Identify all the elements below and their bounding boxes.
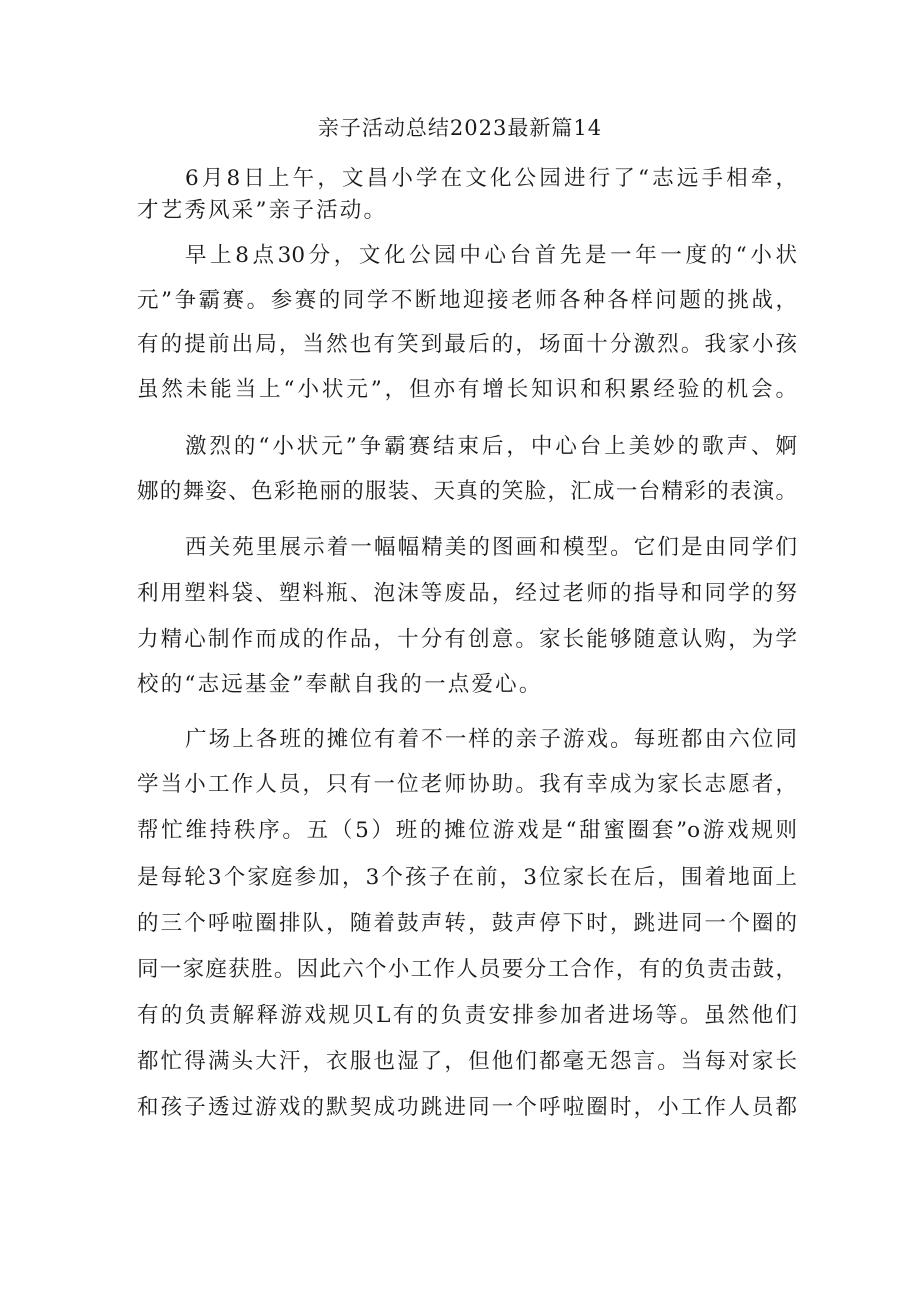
paragraph-line: 同一家庭获胜。因此六个小工作人员要分工合作，有的负责击鼓，: [137, 957, 797, 982]
paragraph-line: 校的“志远基金”奉献自我的一点爱心。: [137, 672, 543, 697]
paragraph-line: 广场上各班的摊位有着不一样的亲子游戏。每班都由六位同: [185, 727, 797, 752]
paragraph-line: 和孩子透过游戏的默契成功跳进同一个呼啦圈时，小工作人员都: [137, 1095, 797, 1120]
paragraph-line: 帮忙维持秩序。五（5）班的摊位游戏是“甜蜜圈套”o游戏规则: [137, 818, 797, 843]
paragraph-line: 才艺秀风采”亲子活动。: [137, 198, 388, 223]
paragraph-line: 虽然未能当上“小状元”，但亦有增长知识和积累经验的机会。: [137, 377, 797, 402]
paragraph-line: 激烈的“小状元”争霸赛结束后，中心台上美妙的歌声、婀: [185, 434, 797, 459]
paragraph-line: 元”争霸赛。参赛的同学不断地迎接老师各种各样问题的挑战，: [137, 288, 797, 313]
paragraph-line: 有的负责解释游戏规贝L有的负责安排参加者进场等。虽然他们: [137, 1003, 797, 1028]
paragraph-line: 都忙得满头大汗，衣服也湿了，但他们都毫无怨言。当每对家长: [137, 1049, 797, 1074]
paragraph-line: 力精心制作而成的作品，十分有创意。家长能够随意认购，为学: [137, 627, 797, 652]
paragraph-line: 西关苑里展示着一幅幅精美的图画和模型。它们是由同学们: [185, 535, 797, 560]
paragraph-line: 学当小工作人员，只有一位老师协助。我有幸成为家长志愿者，: [137, 772, 797, 797]
paragraph-line: 有的提前出局，当然也有笑到最后的，场面十分激烈。我家小孩: [137, 332, 797, 357]
document-title: 亲子活动总结2023最新篇14: [317, 116, 603, 140]
paragraph-line: 是每轮3个家庭参加，3个孩子在前，3位家长在后，围着地面上: [137, 865, 797, 890]
paragraph-line: 的三个呼啦圈排队，随着鼓声转，鼓声停下时，跳进同一个圈的: [137, 911, 797, 936]
paragraph-line: 早上8点30分，文化公园中心台首先是一年一度的“小状: [185, 243, 797, 268]
paragraph-line: 娜的舞姿、色彩艳丽的服装、天真的笑脸，汇成一台精彩的表演。: [137, 479, 797, 504]
paragraph-line: 6月8日上午，文昌小学在文化公园进行了“志远手相牵，: [185, 166, 797, 191]
paragraph-line: 利用塑料袋、塑料瓶、泡沫等废品，经过老师的指导和同学的努: [137, 581, 797, 606]
